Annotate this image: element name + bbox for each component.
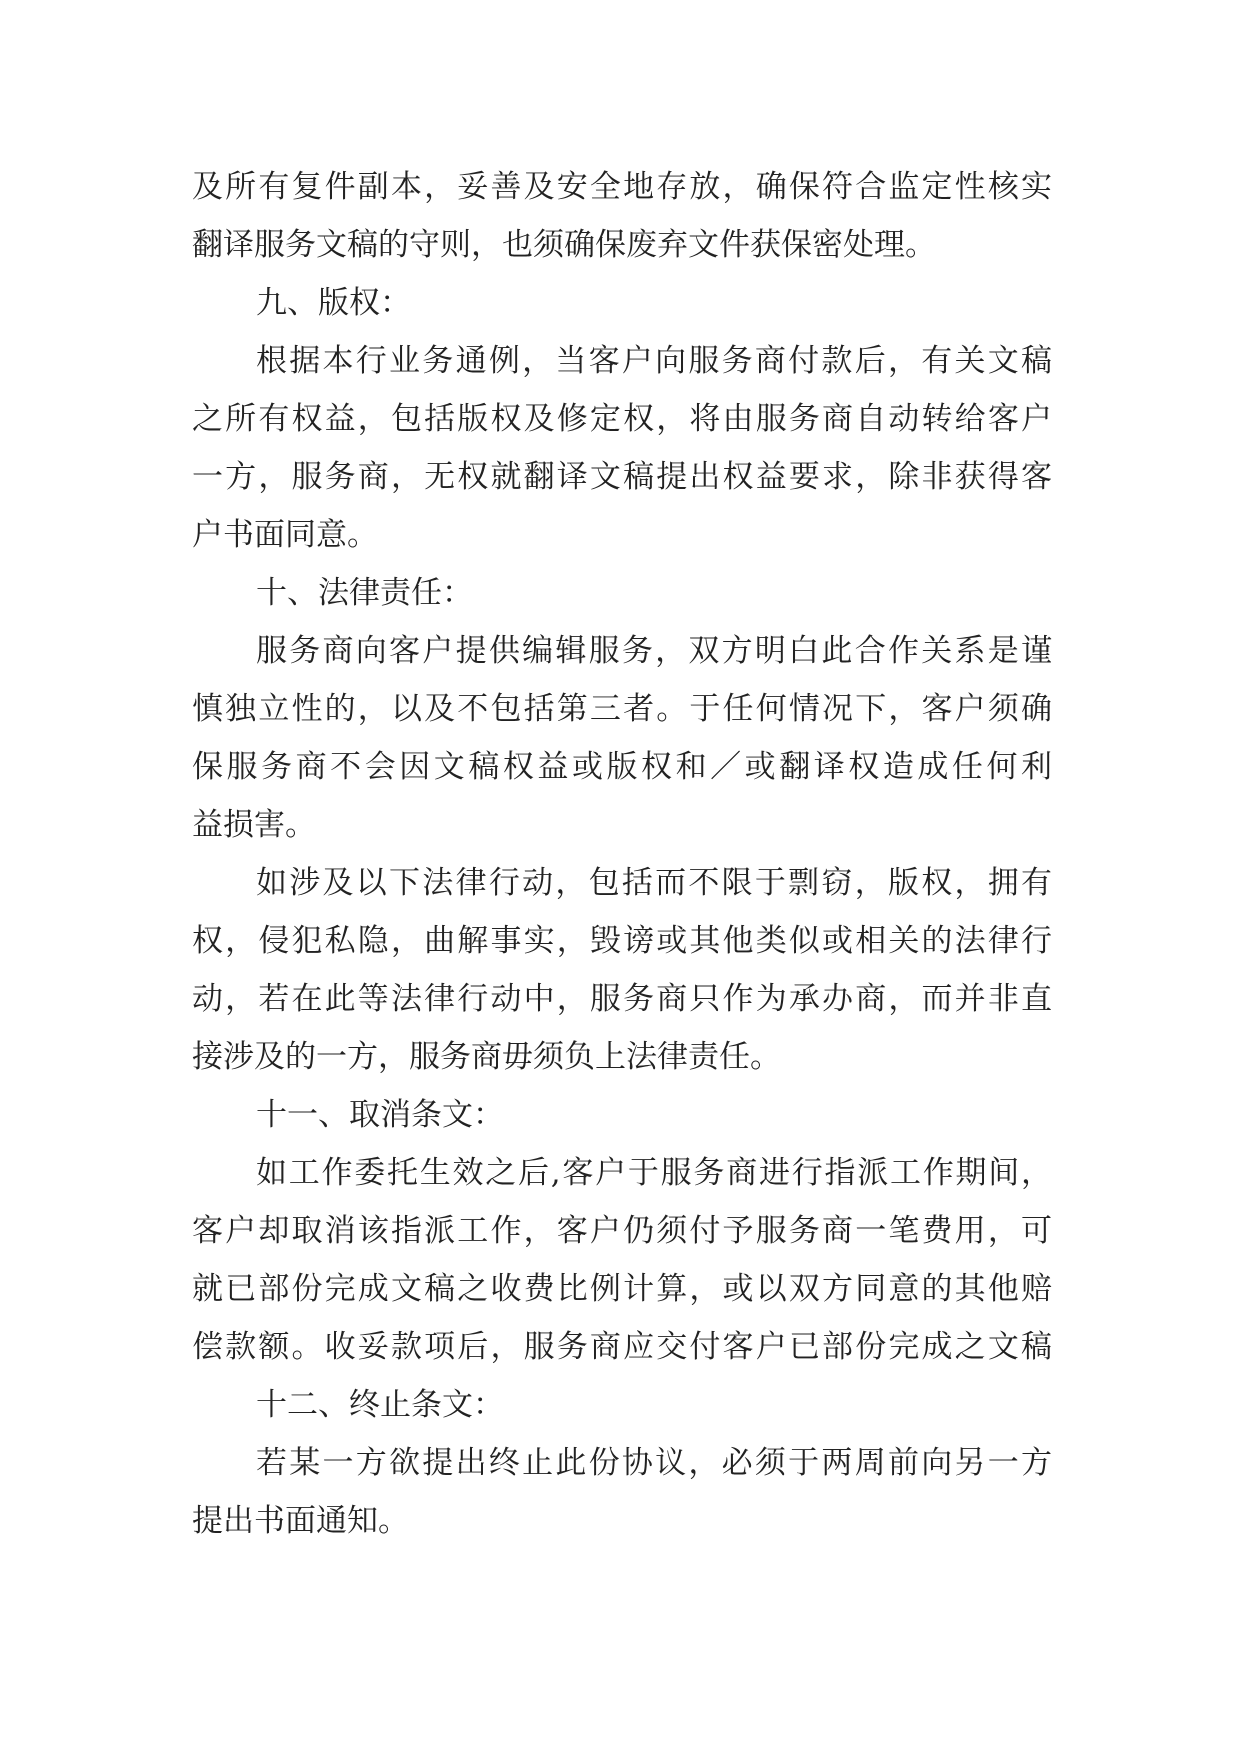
text-line: 提出书面通知。 [192,1503,409,1539]
text-line: 权，侵犯私隐，曲解事实，毁谤或其他类似或相关的法律行 [192,923,1052,959]
text-line: 根据本行业务通例，当客户向服务商付款后，有关文稿 [256,343,1052,379]
text-line: 如涉及以下法律行动，包括而不限于剽窃，版权，拥有 [256,865,1052,901]
text-line: 之所有权益，包括版权及修定权，将由服务商自动转给客户 [192,401,1052,437]
text-line: 一方，服务商，无权就翻译文稿提出权益要求，除非获得客 [192,459,1052,495]
document-body [192,158,1052,1550]
text-line: 益损害。 [192,807,316,843]
text-line: 户书面同意。 [192,517,378,553]
text-line: 保服务商不会因文稿权益或版权和／或翻译权造成任何利 [192,749,1052,785]
text-line: 及所有复件副本，妥善及安全地存放，确保符合监定性核实 [192,169,1052,205]
text-line: 就已部份完成文稿之收费比例计算，或以双方同意的其他赔 [192,1271,1052,1307]
text-line: 十二、终止条文： [256,1387,504,1423]
text-line: 翻译服务文稿的守则，也须确保废弃文件获保密处理。 [192,227,936,263]
text-line: 如工作委托生效之后,客户于服务商进行指派工作期间， [256,1155,1052,1191]
text-line: 慎独立性的，以及不包括第三者。于任何情况下，客户须确 [192,691,1052,727]
text-line: 九、版权： [256,285,411,321]
text-line: 客户却取消该指派工作，客户仍须付予服务商一笔费用，可 [192,1213,1052,1249]
text-line: 服务商向客户提供编辑服务，双方明白此合作关系是谨 [256,633,1052,669]
text-line: 接涉及的一方，服务商毋须负上法律责任。 [192,1039,781,1075]
text-line: 偿款额。收妥款项后，服务商应交付客户已部份完成之文稿 [192,1329,1052,1365]
text-line: 十、法律责任： [256,575,473,611]
text-line: 若某一方欲提出终止此份协议，必须于两周前向另一方 [256,1445,1052,1481]
text-line: 十一、取消条文： [256,1097,504,1133]
text-line: 动，若在此等法律行动中，服务商只作为承办商，而并非直 [192,981,1052,1017]
